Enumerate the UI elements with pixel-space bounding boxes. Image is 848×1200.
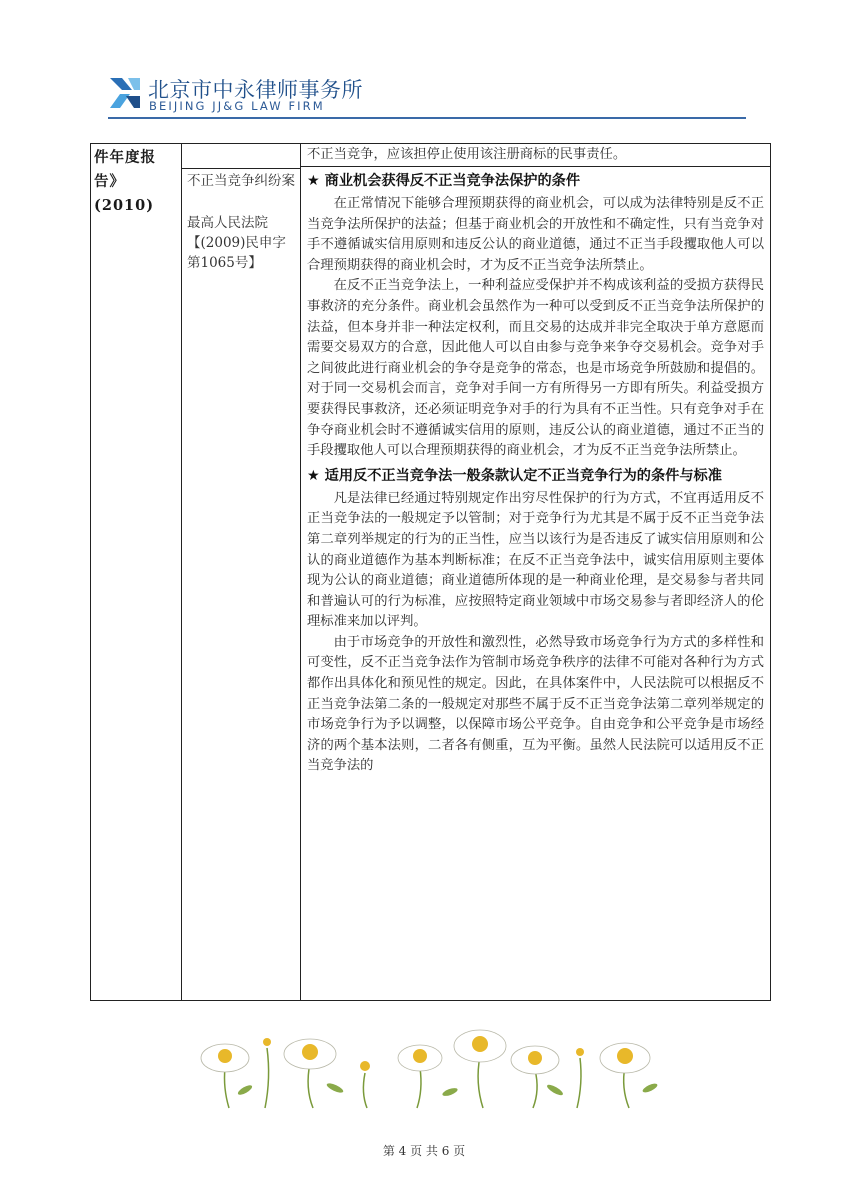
paragraph: 凡是法律已经通过特别规定作出穷尽性保护的行为方式，不宜再适用反不正当竞争法的一般规定予以管制；对于竞争行为尤其是不属于反不正当竞争法第二章列举规定的行为的正当性，应当以该行为是否违反了诚实信用原则和公认的商业道德作为基本判断标准；在反不正当竞争法中，诚实信用原则主要体现为公认的商业道德；商业道德所体现的是一种商业伦理，是交易参与者共同和普遍认可的行为标准，应按照特定商业领域中市场交易参与者即经济人的伦理标准来加以评判。 xyxy=(307,490,764,630)
case-info xyxy=(182,169,300,275)
category-cell xyxy=(91,144,182,1001)
continued-text: 不正当竞争，应该担停止使用该注册商标的民事责任。 xyxy=(301,144,770,167)
paragraph: 在正常情况下能够合理预期获得的商业机会，可以成为法律特别是反不正当竞争法所保护的法益；但基于商业机会的开放性和不确定性，只有当竞争对手不遵循诚实信用原则和违反公认的商业道德，通过不正当手段攫取他人可以合理预期获得的商业机会时，才为反不正当竞争法所禁止。 xyxy=(307,196,764,273)
case-cell xyxy=(182,144,301,1001)
case-number: 【(2009)民申字第1065号】 xyxy=(187,235,286,271)
section-heading: ★ 适用反不正当竞争法一般条款认定不正当竞争行为的条件与标准 xyxy=(307,467,722,484)
holding-content xyxy=(301,144,770,777)
letterhead xyxy=(108,72,748,122)
category-label: 件年度报告》(2010) xyxy=(94,149,156,214)
court-name: 最高人民法院 xyxy=(187,215,268,231)
page-number: 第 4 页 共 6 页 xyxy=(382,1144,466,1158)
paragraph: 在反不正当竞争法上，一种利益应受保护并不构成该利益的受损方获得民事救济的充分条件。商业机会虽然作为一种可以受到反不正当竞争法所保护的法益，但本身并非一种法定权利，而且交易的达成并非完全取决于单方意愿而需要交易双方的合意，因此他人可以自由参与竞争来争夺交易机会。竞争对手之间彼此进行商业机会的争夺是竞争的常态，也是市场竞争所鼓励和提倡的。对于同一交易机会而言，竞争对手间一方有所得另一方即有所失。利益受损方要获得民事救济，还必须证明竞争对手的行为具有不正当性。只有竞争对手在争夺商业机会时不遵循诚实信用的原则，违反公认的商业道德，通过不正当的手段攫取他人可以合理预期获得的商业机会，才为反不正当竞争法所禁止。 xyxy=(307,278,764,459)
jjg-logo-icon xyxy=(108,76,142,110)
case-table xyxy=(90,143,771,1001)
firm-name-english: BEIJING JJ&G LAW FIRM xyxy=(149,99,325,113)
section-heading: ★ 商业机会获得反不正当竞争法保护的条件 xyxy=(307,173,581,189)
paragraph: 由于市场竞争的开放性和激烈性，必然导致市场竞争行为方式的多样性和可变性，反不正当竞争法作为管制市场竞争秩序的法律不可能对各种行为方式都作出具体化和预见性的规定。因此，在具体案件中，人民法院可以根据反不正当竞争法第二条的一般规定对那些不属于反不正当竞争法第二章列举规定的市场竞争行为予以调整，以保障市场公平竞争。自由竞争和公平竞争是市场经济的两个基本法则，二者各有侧重，互为平衡。虽然人民法院可以适用反不正当竞争法的 xyxy=(307,634,764,774)
holding-cell xyxy=(301,144,771,1001)
header-divider xyxy=(108,117,746,119)
table-row xyxy=(91,144,771,1001)
chamomile-flowers-icon xyxy=(185,1018,675,1110)
firm-name-chinese: 北京市中永律师事务所 xyxy=(148,78,363,102)
case-title: 不正当竞争纠纷案 xyxy=(187,173,295,189)
